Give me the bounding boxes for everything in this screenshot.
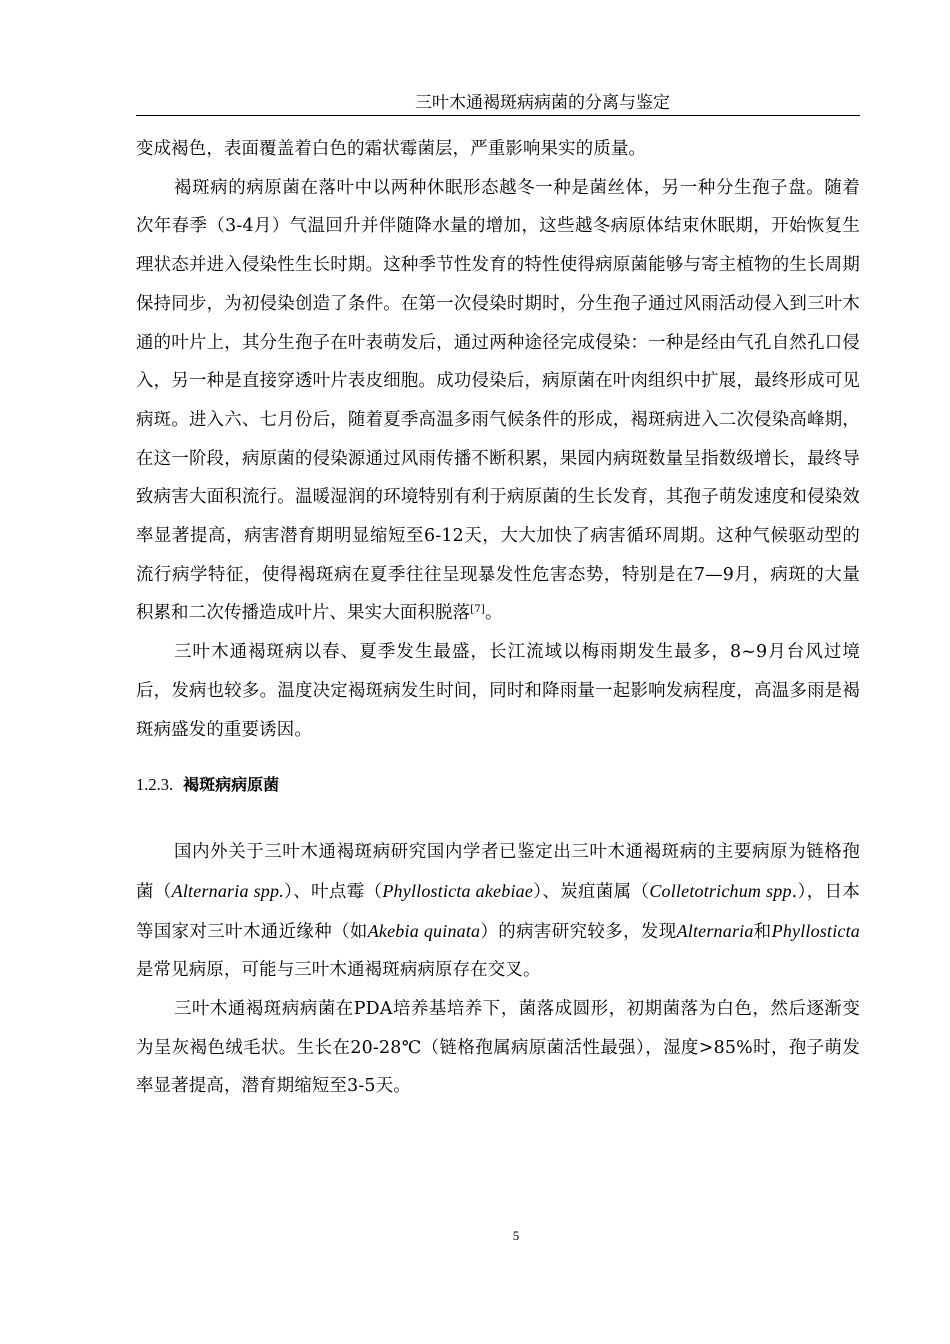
species-name: Colletotrichum spp — [649, 880, 792, 901]
section-title: 褐斑病病原菌 — [183, 775, 280, 795]
text-run: ）、炭疽菌属（ — [533, 881, 650, 902]
paragraph-pathogens — [136, 833, 860, 990]
genus-name: Phyllosticta — [771, 920, 861, 941]
text-run: .），日本等国家对三叶木通近缘种（如 — [136, 881, 860, 942]
section-number: 1.2.3. — [136, 775, 174, 795]
text-run: ）、叶点霉（ — [283, 881, 383, 902]
paragraph-continuation: 变成褐色，表面覆盖着白色的霜状霉菌层，严重影响果实的质量。 — [136, 139, 647, 159]
genus-name: Alternaria — [676, 920, 754, 941]
text-run: ）的病害研究较多，发现 — [480, 921, 677, 942]
citation-ref: [7] — [470, 604, 485, 616]
paragraph-culture: 三叶木通褐斑病病菌在PDA培养基培养下，菌落成圆形，初期菌落为白色，然后逐渐变为呈灰褐色绒毛状。生长在20-28℃（链格孢属病原菌活性最强），湿度>85%时，孢子萌发率显著提高，潜育期缩短至3-5天。 — [136, 999, 860, 1097]
paragraph-season: 三叶木通褐斑病以春、夏季发生最盛，长江流域以梅雨期发生最多，8~9月台风过境后，发病也较多。温度决定褐斑病发生时间，同时和降雨量一起影响发病程度，高温多雨是褐斑病盛发的重要诱因。 — [136, 642, 860, 740]
document-body — [136, 130, 860, 1106]
species-name: Akebia quinata — [367, 920, 481, 941]
paragraph-text: 褐斑病的病原菌在落叶中以两种休眠形态越冬一种是菌丝体，另一种分生孢子盘。随着次年春季（3-4月）气温回升并伴随降水量的增加，这些越冬病原体结束休眠期，开始恢复生理状态并进入侵染性生长时期。这种季节性发育的特性使得病原菌能够与寄主植物的生长周期保持同步，为初侵染创造了条件。在第一次侵染时期时，分生孢子通过风雨活动侵入到三叶木通的叶片上，其分生孢子在叶表萌发后，通过两种途径完成侵染：一种是经由气孔自然孔口侵入，另一种是直接穿透叶片表皮细胞。成功侵染后，病原菌在叶肉组织中扩展，最终形成可见病斑。进入六、七月份后，随着夏季高温多雨气候条件的形成，褐斑病进入二次侵染高峰期，在这一阶段，病原菌的侵染源通过风雨传播不断积累，果园内病斑数量呈指数级增长，最终导致病害大面积流行。温暖湿润的环境特别有利于病原菌的生长发育，其孢子萌发速度和侵染效率显著提高，病害潜育期明显缩短至6-12天，大大加快了病害循环周期。这种气候驱动型的流行病学特征，使得褐斑病在夏季往往呈现暴发性危害态势，特别是在7—9月，病斑的大量积累和二次传播造成叶片、果实大面积脱落 — [136, 177, 860, 624]
page-number: 5 — [512, 1228, 520, 1243]
text-run: 是常见病原，可能与三叶木通褐斑病病原存在交叉。 — [136, 960, 541, 981]
section-heading — [136, 767, 860, 803]
header-rule — [136, 115, 860, 116]
text-run: 和 — [753, 921, 772, 942]
text-run: 国内外关于三叶木通褐斑病研究国内学者已鉴定出三叶木通褐斑病的主要病原为链格孢菌（ — [136, 842, 860, 902]
paragraph-overwintering — [136, 169, 860, 633]
species-name: Alternaria spp. — [171, 880, 284, 901]
running-header: 三叶木通褐斑病病菌的分离与鉴定 — [415, 93, 670, 113]
species-name: Phyllosticta akebiae — [382, 880, 534, 901]
paragraph-end: 。 — [485, 603, 503, 624]
